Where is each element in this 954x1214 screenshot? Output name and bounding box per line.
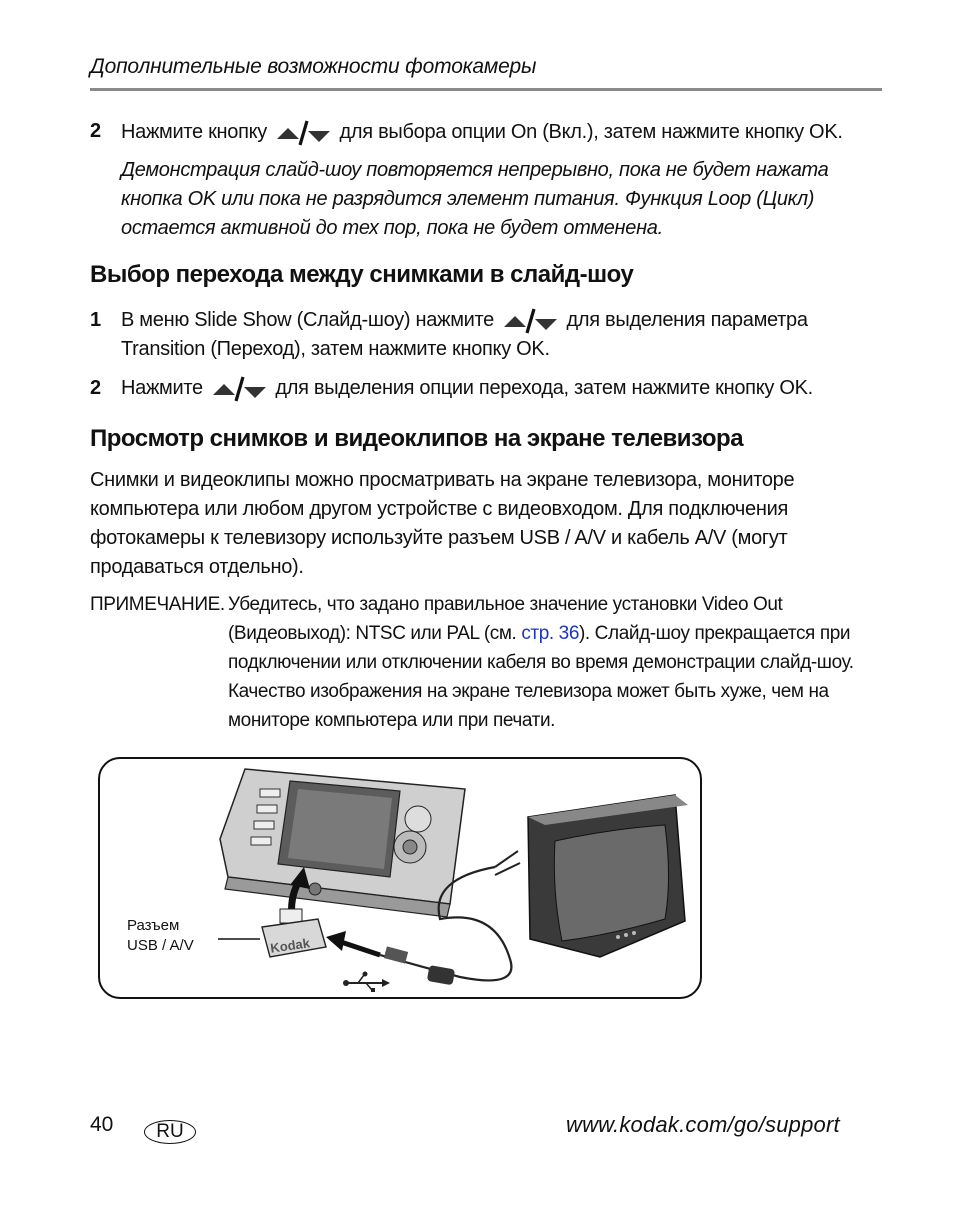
step-loop-text (121, 118, 843, 147)
note-line: Демонстрация слайд-шоу повторяется непрерывно, пока не будет нажата (121, 159, 829, 181)
note-line: мониторе компьютера или при печати. (228, 710, 556, 731)
step-text-after: для выделения параметра (566, 309, 808, 331)
note-line: остается активной до тех пор, пока не будет отменена. (121, 217, 663, 239)
step-loop-note (121, 156, 829, 243)
camera-tv-diagram (100, 759, 700, 997)
camera-illustration (220, 769, 465, 917)
note-line: Качество изображения на экране телевизора может быть хуже, чем на (228, 681, 829, 702)
step-number: 2 (90, 377, 102, 399)
step-number: 2 (90, 120, 102, 142)
step-text-after: для выделения опции перехода, затем нажмите кнопку OK. (275, 377, 813, 399)
up-down-arrow-icon (501, 307, 559, 335)
note-body (228, 590, 854, 735)
paragraph-line: компьютера или любом другом устройстве с видеовходом. Для подключения (90, 498, 788, 520)
note-text: (Видеовыход): NTSC или PAL (см. (228, 623, 517, 644)
note-text: ). Слайд-шоу прекращается при (579, 623, 851, 644)
note-label: ПРИМЕЧАНИЕ. (90, 594, 225, 615)
header-rule (90, 88, 882, 91)
support-url[interactable]: www.kodak.com/go/support (566, 1112, 840, 1137)
step-number: 1 (90, 309, 102, 331)
usb-symbol-icon (343, 972, 390, 993)
connection-illustration (98, 757, 702, 999)
paragraph-line: Снимки и видеоклипы можно просматривать на экране телевизора, мониторе (90, 469, 795, 491)
connector-label-line: Разъем (127, 917, 180, 934)
language-badge: RU (144, 1120, 196, 1144)
section-heading-tv: Просмотр снимков и видеоклипов на экране телевизора (90, 425, 744, 452)
step-text-line2: Transition (Переход), затем нажмите кнопку OK. (121, 338, 550, 360)
tv-illustration (528, 795, 688, 957)
tv-paragraph (90, 466, 794, 582)
connector-label-line: USB / A/V (127, 937, 194, 954)
paragraph-line: фотокамеры к телевизору используйте разъем USB / A/V и кабель A/V (могут (90, 527, 788, 549)
note-line: кнопка OK или пока не разрядится элемент питания. Функция Loop (Цикл) (121, 188, 815, 210)
transition-step2 (121, 374, 813, 403)
up-down-arrow-icon (274, 119, 332, 147)
up-down-arrow-icon (210, 375, 268, 403)
section-heading-transition: Выбор перехода между снимками в слайд-шоу (90, 261, 634, 288)
page-number: 40 (90, 1113, 114, 1136)
usb-av-dock (262, 909, 326, 957)
paragraph-line: продаваться отдельно). (90, 556, 304, 578)
connector-label (127, 916, 194, 956)
step-text-after: для выбора опции On (Вкл.), затем нажмите кнопку OK. (339, 121, 843, 143)
step-text-before: Нажмите кнопку (121, 121, 268, 143)
note-line: подключении или отключении кабеля во время демонстрации слайд-шоу. (228, 652, 854, 673)
step-text-before: В меню Slide Show (Слайд-шоу) нажмите (121, 309, 494, 331)
page-header-title: Дополнительные возможности фотокамеры (90, 55, 537, 78)
note-line: Убедитесь, что задано правильное значение установки Video Out (228, 594, 783, 615)
transition-step1 (121, 306, 808, 364)
dock-brand: Kodak (269, 935, 311, 956)
page-link[interactable]: стр. 36 (521, 623, 579, 644)
step-text-before: Нажмите (121, 377, 203, 399)
